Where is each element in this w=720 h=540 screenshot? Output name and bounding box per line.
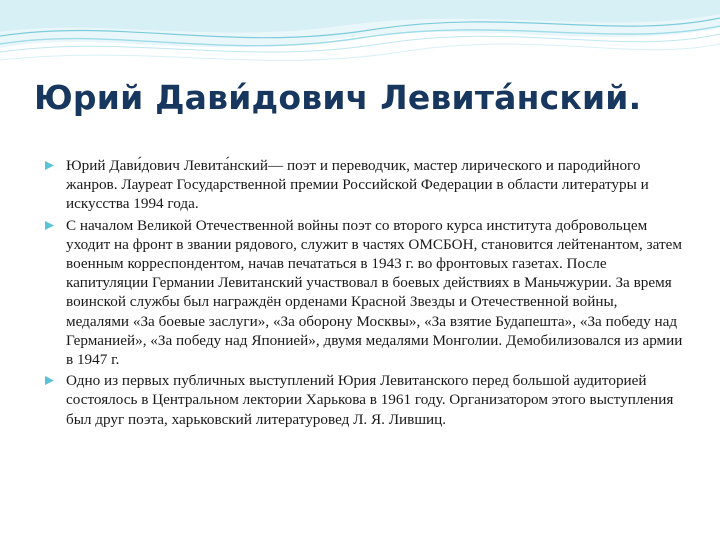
- bullet-icon: [44, 375, 55, 386]
- page-title: Юрий Дави́дович Левита́нский.: [34, 78, 642, 117]
- bullet-text: — поэт и переводчик, мастер лирического и пародийного жанров. Лауреат Государственной премии Российской Федерации в области литературы и искусства 1994 года.: [66, 157, 649, 213]
- bullet-list: [44, 156, 684, 431]
- bullet-text: Одно из первых публичных выступлений Юрия Левитанского перед большой аудиторией состоялось в Центральном лектории Харькова в 1961 году. Организатором этого выступления был друг поэта, харьковский литературовед Л. Я. Лившиц.: [66, 372, 674, 428]
- bullet-icon: [44, 160, 55, 171]
- bullet-icon: [44, 220, 55, 231]
- list-item: [44, 371, 684, 429]
- list-item: [44, 156, 684, 214]
- list-item: [44, 216, 684, 370]
- bullet-lead: Юрий Дави́дович Левита́нский: [66, 157, 269, 174]
- bullet-text: С началом Великой Отечественной войны поэт со второго курса института добровольцем уходит на фронт в звании рядового, служит в частях ОМСБОН, становится лейтенантом, затем военным корреспондентом, начав печататься в 1943 г. во фронтовых газетах. После капитуляции Германии Левитанский участвовал в боевых действиях в Маньчжурии. За время воинской службы был награждён орденами Красной Звезды и Отечественной войны, медалями «За боевые заслуги», «За оборону Москвы», «За взятие Будапешта», «За победу над Германией», «За победу над Японией», двумя медалями Монголии. Демобилизовался из армии в 1947 г.: [66, 216, 683, 369]
- wave-decoration: [0, 0, 720, 150]
